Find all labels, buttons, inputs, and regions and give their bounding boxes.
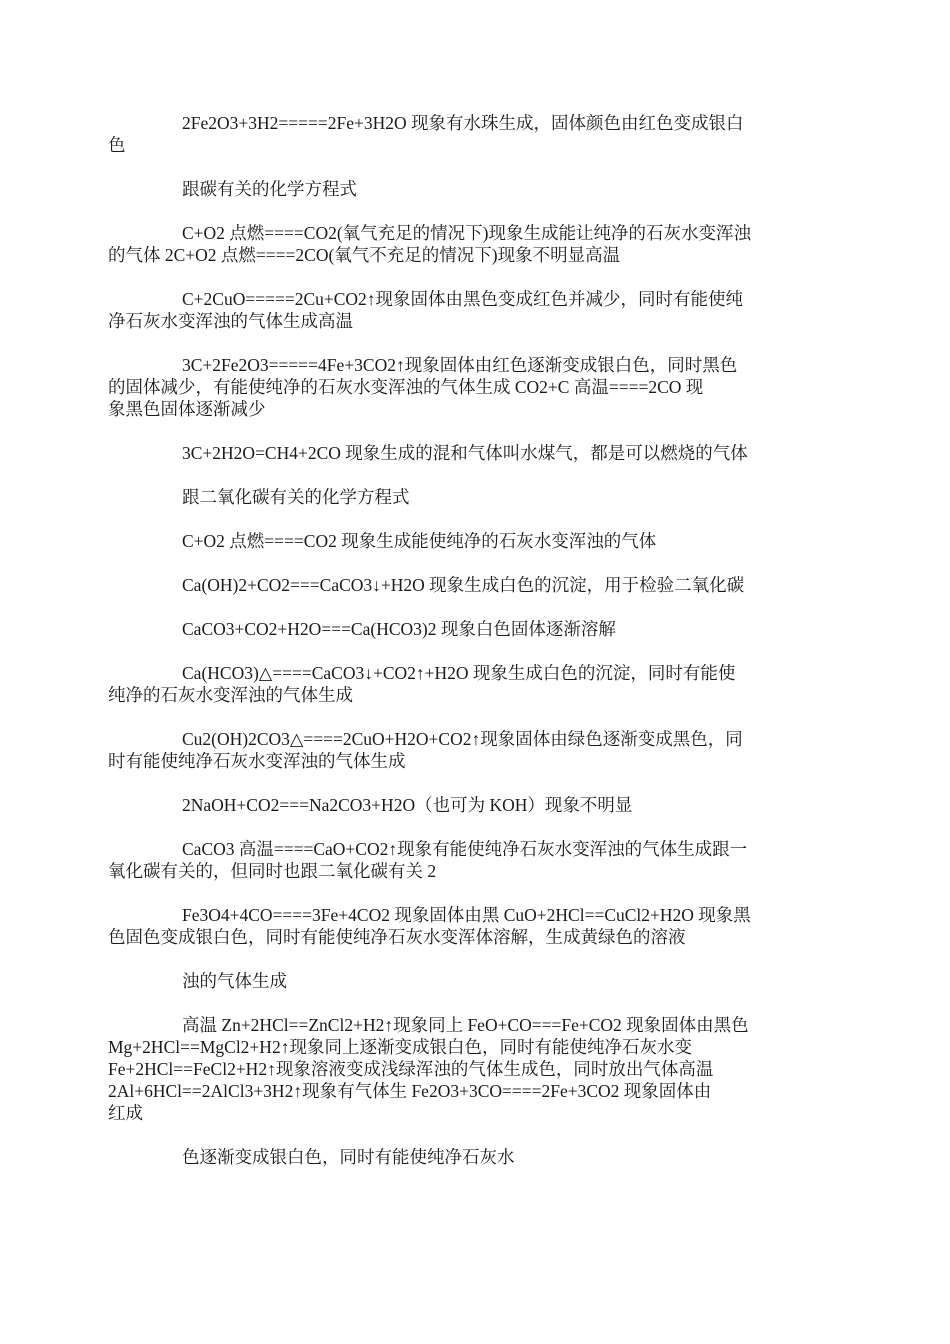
paragraph <box>145 178 810 200</box>
paragraph-line: 色固色变成银白色，同时有能使纯净石灰水变浑体溶解，生成黄绿色的溶液 <box>108 927 686 947</box>
paragraph <box>145 486 810 508</box>
paragraph-line: Ca(HCO3)△====CaCO3↓+CO2↑+H2O 现象生成白色的沉淀，同时有能使 <box>182 663 736 683</box>
paragraph <box>145 970 810 992</box>
paragraph-line: 浊的气体生成 <box>182 971 287 991</box>
paragraph-line: 色逐渐变成银白色，同时有能使纯净石灰水 <box>182 1147 515 1167</box>
paragraph-line: 的固体减少，有能使纯净的石灰水变浑浊的气体生成 CO2+C 高温====2CO 现 <box>108 377 704 397</box>
paragraph-line: 氧化碳有关的，但同时也跟二氧化碳有关 2 <box>108 861 437 881</box>
paragraph-line: Fe+2HCl==FeCl2+H2↑现象溶液变成浅绿浑浊的气体生成色，同时放出气体高温 <box>108 1059 714 1079</box>
paragraph <box>108 838 810 882</box>
paragraph <box>145 1146 810 1168</box>
paragraph <box>108 354 810 420</box>
paragraph <box>108 728 810 772</box>
paragraph-line: 2Al+6HCl==2AlCl3+3H2↑现象有气体生 Fe2O3+3CO====2Fe+3CO2 现象固体由 <box>108 1081 712 1101</box>
paragraph-line: 色 <box>108 135 126 155</box>
paragraph <box>145 794 810 816</box>
paragraph-line: CaCO3 高温====CaO+CO2↑现象有能使纯净石灰水变浑浊的气体生成跟一 <box>182 839 748 859</box>
paragraph-line: CaCO3+CO2+H2O===Ca(HCO3)2 现象白色固体逐渐溶解 <box>182 619 616 639</box>
paragraph-line: 跟二氧化碳有关的化学方程式 <box>182 487 410 507</box>
paragraph <box>145 618 810 640</box>
paragraph-line: 象黑色固体逐渐减少 <box>108 399 266 419</box>
paragraph <box>145 574 810 596</box>
paragraph-line: 高温 Zn+2HCl==ZnCl2+H2↑现象同上 FeO+CO===Fe+CO2 现象固体由黑色 <box>182 1015 749 1035</box>
paragraph-line: Ca(OH)2+CO2===CaCO3↓+H2O 现象生成白色的沉淀，用于检验二氧化碳 <box>182 575 745 595</box>
paragraph <box>108 904 810 948</box>
paragraph <box>108 222 810 266</box>
paragraph-line: 净石灰水变浑浊的气体生成高温 <box>108 311 353 331</box>
paragraph <box>108 662 810 706</box>
paragraph-line: 时有能使纯净石灰水变浑浊的气体生成 <box>108 751 406 771</box>
paragraph-line: 3C+2H2O=CH4+2CO 现象生成的混和气体叫水煤气，都是可以燃烧的气体 <box>182 443 748 463</box>
paragraph-line: 2NaOH+CO2===Na2CO3+H2O（也可为 KOH）现象不明显 <box>182 795 633 815</box>
paragraph-line: Cu2(OH)2CO3△====2CuO+H2O+CO2↑现象固体由绿色逐渐变成黑色，同 <box>182 729 743 749</box>
paragraph-line: 纯净的石灰水变浑浊的气体生成 <box>108 685 353 705</box>
paragraph <box>145 442 810 464</box>
paragraph-line: C+O2 点燃====CO2(氧气充足的情况下)现象生成能让纯净的石灰水变浑浊 <box>182 223 751 243</box>
document-body <box>108 112 810 1190</box>
paragraph-line: 2Fe2O3+3H2=====2Fe+3H2O 现象有水珠生成，固体颜色由红色变成银白 <box>182 113 744 133</box>
paragraph <box>145 530 810 552</box>
paragraph-line: Fe3O4+4CO====3Fe+4CO2 现象固体由黑 CuO+2HCl==CuCl2+H2O 现象黑 <box>182 905 751 925</box>
paragraph <box>108 288 810 332</box>
paragraph-line: Mg+2HCl==MgCl2+H2↑现象同上逐渐变成银白色，同时有能使纯净石灰水变 <box>108 1037 692 1057</box>
paragraph-line: C+2CuO=====2Cu+CO2↑现象固体由黑色变成红色并减少，同时有能使纯 <box>182 289 744 309</box>
paragraph-line: 3C+2Fe2O3=====4Fe+3CO2↑现象固体由红色逐渐变成银白色，同时黑色 <box>182 355 738 375</box>
paragraph <box>108 1014 810 1124</box>
paragraph-line: 跟碳有关的化学方程式 <box>182 179 357 199</box>
paragraph-line: 的气体 2C+O2 点燃====2CO(氧气不充足的情况下)现象不明显高温 <box>108 245 621 265</box>
paragraph-line: C+O2 点燃====CO2 现象生成能使纯净的石灰水变浑浊的气体 <box>182 531 657 551</box>
paragraph <box>108 112 810 156</box>
paragraph-line: 红成 <box>108 1103 143 1123</box>
